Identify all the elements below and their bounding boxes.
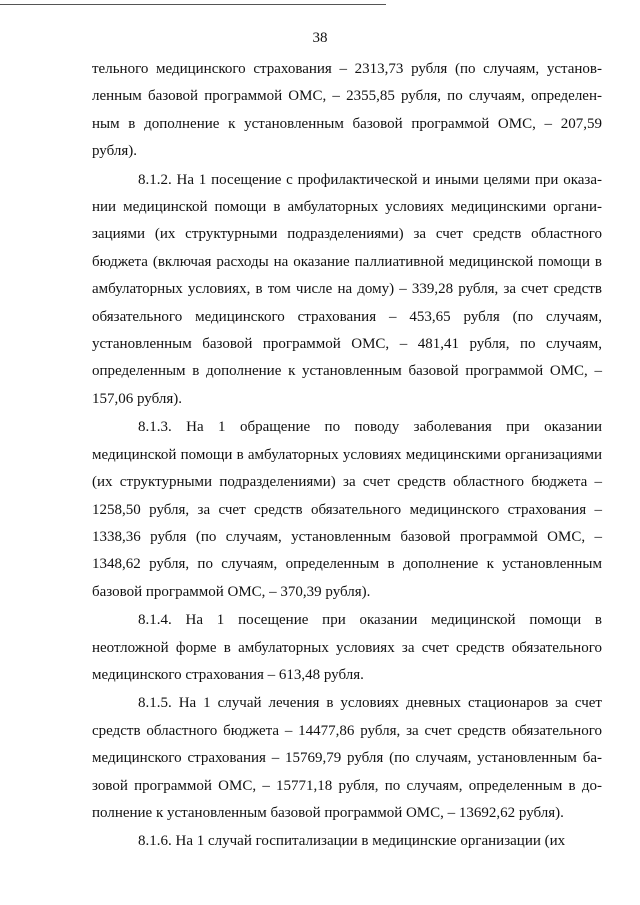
- paragraph-8-1-5: 8.1.5. На 1 случай лечения в условиях дневных стационаров за счет средств областного бюджета – 14477,86 рубля, за счет средств обязательного медицинского страхования – 15769,79 рубля (по случаям, установленным базовой программой ОМС, – 15771,18 рубля, по случаям, определенным в дополнение к установленным базовой программой ОМС, – 13692,62 рубля).: [92, 695, 602, 821]
- paragraph-continuation: тельного медицинского страхования – 2313,73 рубля (по случаям, установленным базовой программой ОМС, – 2355,85 рубля, по случаям, определенным в дополнение к установленным базовой программой ОМС, – 207,59 рубля).: [92, 61, 602, 160]
- document-body: [92, 56, 602, 856]
- paragraph-8-1-4: 8.1.4. На 1 посещение при оказании медицинской помощи в неотложной форме в амбулаторных условиях за счет средств обязательного медицинского страхования – 613,48 рубля.: [92, 612, 602, 683]
- top-rule: [0, 4, 386, 5]
- paragraph-8-1-2: 8.1.2. На 1 посещение с профилактической и иными целями при оказании медицинской помощи в амбулаторных условиях медицинскими организациями (их структурными подразделениями) за счет средств областного бюджета (включая расходы на оказание паллиативной медицинской помощи в амбулаторных условиях, в том числе на дому) – 339,28 рубля, за счет средств обязательного медицинского страхования – 453,65 рубля (по случаям, установленным базовой программой ОМС, – 481,41 рубля, по случаям, определенным в дополнение к установленным базовой программой ОМС, – 157,06 рубля).: [92, 171, 602, 407]
- paragraph-8-1-3: 8.1.3. На 1 обращение по поводу заболевания при оказании медицинской помощи в амбулаторных условиях медицинскими организациями (их структурными подразделениями) за счет средств областного бюджета – 1258,50 рубля, за счет средств обязательного медицинского страхования – 1338,36 рубля (по случаям, установленным базовой программой ОМС, – 1348,62 рубля, по случаям, определенным в дополнение к установленным базовой программой ОМС, – 370,39 рубля).: [92, 419, 602, 600]
- page-number: 38: [312, 30, 328, 46]
- paragraph-8-1-6: 8.1.6. На 1 случай госпитализации в медицинские организации (их: [138, 833, 566, 850]
